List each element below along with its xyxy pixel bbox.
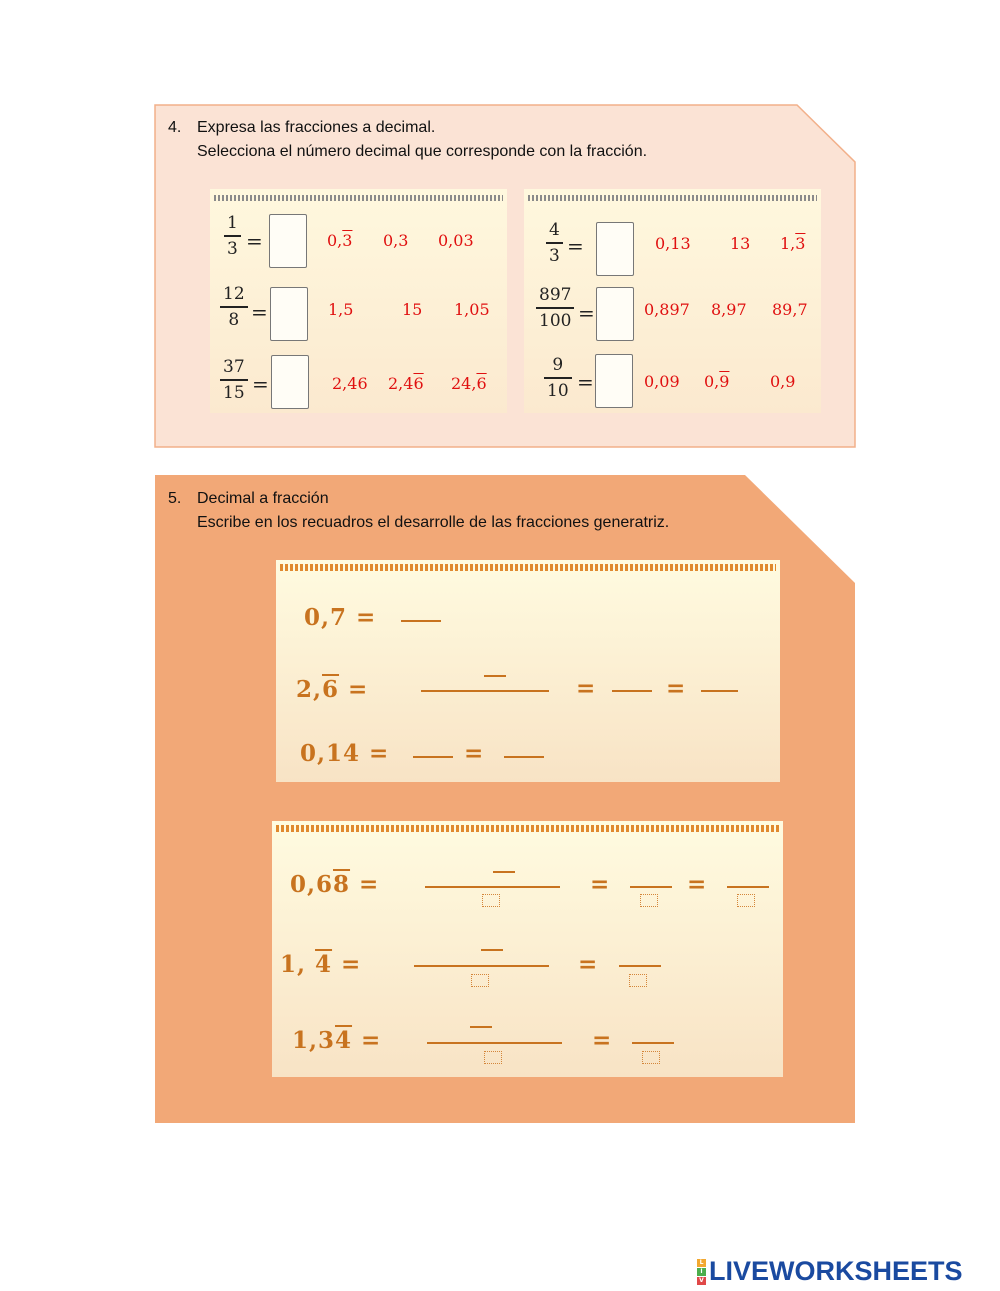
fraction-line[interactable] [619,965,661,967]
equals-sign: = [251,300,268,324]
denominator-box[interactable] [471,974,489,987]
fraction-denominator: 100 [539,310,572,331]
option-repeating: 6 [413,374,424,393]
fraction [544,355,572,401]
fraction-line[interactable] [612,690,652,692]
fraction-line[interactable] [421,690,549,692]
option-13[interactable]: 13 [730,234,751,253]
fraction-line[interactable] [630,886,672,888]
fraction-numerator: 1 [227,213,238,233]
option-0-3[interactable]: 0,3 [383,231,409,250]
expr-equals: = [339,676,369,703]
logo-letter: L [697,1259,706,1267]
expr-equals: = [350,871,380,898]
fraction [546,220,563,266]
denominator-box[interactable] [642,1051,660,1064]
option-2-4-6-repeating[interactable] [388,374,424,393]
denominator-box[interactable] [640,894,658,907]
expression-0-6-8-repeating [290,871,379,898]
logo-text: LIVEWORKSHEETS [709,1256,963,1286]
expr-repeating: 4 [315,951,333,978]
expression-1-3-4-repeating [292,1027,381,1054]
option-1-05[interactable]: 1,05 [454,300,490,319]
numerator-bar[interactable] [493,871,515,873]
fraction-line[interactable] [427,1042,562,1044]
equals-sign: = [590,871,611,898]
expression-0-7: 0,7 = [304,604,377,631]
fraction-denominator: 3 [227,238,238,259]
numerator-bar[interactable] [484,675,506,677]
expr-repeating: 8 [333,871,351,898]
answer-box[interactable] [269,214,307,268]
fraction-line[interactable] [727,886,769,888]
fraction-line[interactable] [632,1042,674,1044]
fraction [220,357,248,403]
option-int: 24, [451,374,477,393]
option-15[interactable]: 15 [402,300,423,319]
answer-box[interactable] [270,287,308,341]
equals-sign: = [592,1027,613,1054]
option-repeating: 3 [795,234,806,253]
denominator-box[interactable] [484,1051,502,1064]
fraction-denominator: 10 [547,380,569,401]
fraction [536,285,574,331]
equals-sign: = [576,675,597,702]
option-0-3-repeating[interactable] [327,231,352,250]
option-89-7[interactable]: 89,7 [772,300,808,319]
panel-dash-strip [528,195,817,201]
question-5-title: Decimal a fracción [197,490,329,507]
option-2-46[interactable]: 2,46 [332,374,368,393]
panel-dash-strip [280,564,776,571]
fraction-bar [546,242,563,244]
fraction-numerator: 37 [223,357,245,377]
fraction-line[interactable] [425,886,560,888]
expr-int: 0,6 [290,871,334,898]
option-int: 0, [704,372,720,391]
fraction-line[interactable] [413,756,453,758]
option-repeating: 3 [342,231,353,250]
expr-repeating: 6 [322,676,340,703]
fraction-bar [220,306,248,308]
logo-icon [697,1258,706,1285]
fraction-bar [224,235,241,237]
fraction [220,284,248,330]
option-0-897[interactable]: 0,897 [644,300,690,319]
liveworksheets-logo[interactable] [697,1256,963,1287]
equals-sign: = [578,301,595,325]
equals-sign: = [567,234,584,258]
fraction-numerator: 12 [223,284,245,304]
expr-equals: = [332,951,362,978]
fractions-panel-left [210,189,507,413]
fraction-denominator: 3 [549,245,560,266]
equals-sign: = [666,675,687,702]
question-5-number: 5. [168,490,182,507]
option-0-9[interactable]: 0,9 [770,372,796,391]
option-repeating: 9 [719,372,730,391]
expression-1-4-repeating [280,951,361,978]
expr-int: 2, [296,676,323,703]
fraction-numerator: 897 [539,285,572,305]
option-1-3-repeating[interactable] [780,234,805,253]
question-4-title: Expresa las fracciones a decimal. [197,119,436,136]
logo-letter: V [697,1277,706,1285]
fraction-line[interactable] [401,620,441,622]
denominator-box[interactable] [629,974,647,987]
answer-box[interactable] [596,222,634,276]
question-4-subtitle: Selecciona el número decimal que corresponde con la fracción. [197,143,648,160]
option-0-9-repeating[interactable] [704,372,729,391]
fraction-line[interactable] [701,690,738,692]
fraction-numerator: 4 [549,220,560,240]
expression-2-6-repeating [296,676,368,703]
expr-int: 1, [280,951,316,978]
expr-int: 1,3 [292,1027,336,1054]
fraction-line[interactable] [504,756,544,758]
panel-dash-strip [214,195,503,201]
answer-box[interactable] [596,287,634,341]
option-0-09[interactable]: 0,09 [644,372,680,391]
question-4-number: 4. [168,119,182,136]
fraction [224,213,241,259]
option-0-13[interactable]: 0,13 [655,234,691,253]
fraction-bar [536,307,574,309]
fraction-numerator: 9 [552,355,564,375]
equals-sign: = [687,871,708,898]
fraction-denominator: 8 [228,309,240,330]
generatrix-panel-1 [276,560,780,782]
option-0-03[interactable]: 0,03 [438,231,474,250]
equals-sign: = [577,370,594,394]
equals-sign: = [252,372,269,396]
expression-0-14: 0,14 = [300,740,390,767]
denominator-box[interactable] [482,894,500,907]
equals-sign: = [246,229,263,253]
option-1-5[interactable]: 1,5 [328,300,354,319]
expr-repeating: 4 [335,1027,353,1054]
equals-sign: = [464,740,485,767]
generatrix-panel-2 [272,821,783,1077]
option-int: 1, [780,234,796,253]
option-int: 2,4 [388,374,414,393]
option-8-97[interactable]: 8,97 [711,300,747,319]
expr-equals: = [352,1027,382,1054]
fraction-bar [544,377,572,379]
numerator-bar[interactable] [481,949,503,951]
logo-letter: I [697,1268,706,1276]
equals-sign: = [578,951,599,978]
denominator-box[interactable] [737,894,755,907]
numerator-bar[interactable] [470,1026,492,1028]
option-int: 0, [327,231,343,250]
fractions-panel-right [524,189,821,413]
fraction-bar [220,379,248,381]
question-5-subtitle: Escribe en los recuadros el desarrolle de las fracciones generatriz. [197,514,670,531]
answer-box[interactable] [271,355,309,409]
panel-dash-strip [276,825,779,832]
fraction-denominator: 15 [223,382,245,403]
option-24-6-repeating[interactable] [451,374,487,393]
answer-box[interactable] [595,354,633,408]
option-repeating: 6 [476,374,487,393]
fraction-line[interactable] [414,965,549,967]
